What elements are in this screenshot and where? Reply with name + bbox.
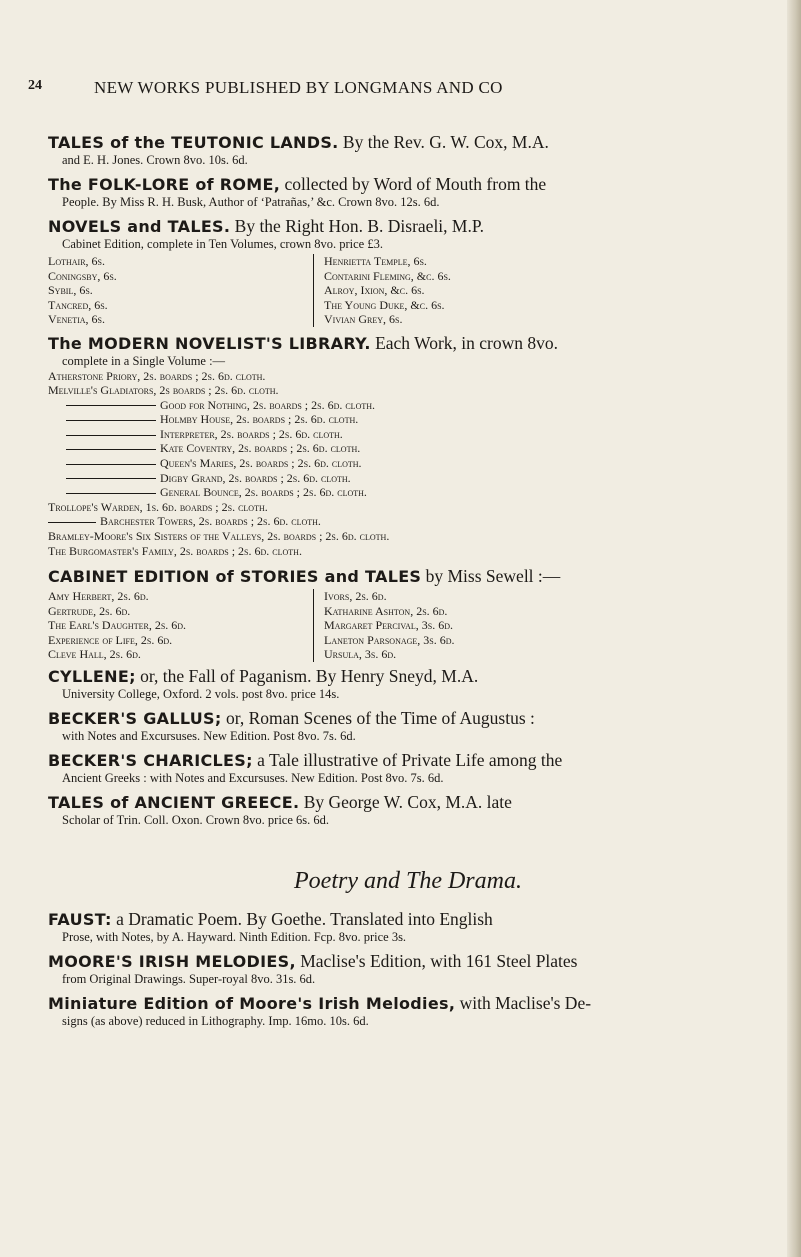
entry-title: BECKER'S CHARICLES;	[48, 750, 253, 770]
running-head	[28, 78, 768, 100]
entry-title: TALES of the TEUTONIC LANDS.	[48, 133, 339, 152]
list-item: Lothair, 6s.	[48, 254, 105, 268]
list-item: Henrietta Temple, 6s.	[324, 254, 427, 268]
list-item: Alroy, Ixion, &c. 6s.	[324, 283, 425, 297]
catalogue-content	[48, 132, 768, 1029]
list-item: The Burgomaster's Family, 2s. boards ; 2s. 6d. cloth.	[48, 543, 302, 558]
list-item: Ivors, 2s. 6d.	[324, 589, 387, 604]
sewell-columns	[48, 589, 768, 662]
entry-teutonic	[48, 132, 768, 168]
list-item: Katharine Ashton, 2s. 6d.	[324, 603, 448, 618]
entry-title: CABINET EDITION of STORIES and TALES	[48, 567, 422, 587]
running-title: NEW WORKS PUBLISHED BY LONGMANS AND CO	[94, 78, 503, 97]
ditto-rule	[66, 464, 156, 465]
entry-line2: from Original Drawings. Super-royal 8vo. 31s. 6d.	[62, 971, 316, 986]
entry-line2: University College, Oxford. 2 vols. post 8vo. price 14s.	[62, 686, 340, 701]
entry-line2: People. By Miss R. H. Busk, Author of ‘Patrañas,’ &c. Crown 8vo. 12s. 6d.	[62, 195, 440, 209]
page-edge	[787, 0, 801, 1257]
entry-moore-melodies	[48, 951, 768, 987]
list-item: The Earl's Daughter, 2s. 6d.	[48, 618, 187, 633]
list-item: Gertrude, 2s. 6d.	[48, 603, 131, 618]
list-item-row	[48, 485, 768, 500]
list-item: Atherstone Priory, 2s. boards ; 2s. 6d. cloth.	[48, 368, 266, 383]
entry-text: By the Right Hon. B. Disraeli, M.P.	[230, 216, 485, 236]
entry-line2: signs (as above) reduced in Lithography. Imp. 16mo. 10s. 6d.	[62, 1013, 369, 1028]
list-item: Ursula, 3s. 6d.	[324, 647, 397, 662]
entry-text: By the Rev. G. W. Cox, M.A.	[338, 132, 549, 152]
list-item-row	[48, 427, 768, 442]
list-item: Margaret Percival, 3s. 6d.	[324, 618, 453, 633]
entry-title: Miniature Edition of Moore's Irish Melodies,	[48, 993, 456, 1013]
list-item: Vivian Grey, 6s.	[324, 312, 403, 326]
list-item: Bramley-Moore's Six Sisters of the Valleys, 2s. boards ; 2s. 6d. cloth.	[48, 529, 390, 544]
novels-right-column	[313, 254, 451, 327]
list-item: Experience of Life, 2s. 6d.	[48, 632, 173, 647]
entry-cabinet-edition	[48, 566, 768, 662]
entry-gallus	[48, 708, 768, 744]
page-number: 24	[28, 78, 42, 93]
ditto-rule	[66, 420, 156, 421]
entry-title: FAUST:	[48, 909, 112, 929]
list-item: Holmby House, 2s. boards ; 2s. 6d. cloth.	[160, 412, 359, 427]
list-item-row	[48, 471, 768, 486]
list-item: Trollope's Warden, 1s. 6d. boards ; 2s. cloth.	[48, 499, 268, 514]
entry-novels	[48, 216, 768, 327]
entry-text: a Tale illustrative of Private Life among the	[252, 749, 563, 770]
entry-text: By George W. Cox, M.A. late	[299, 791, 512, 812]
ditto-rule	[66, 405, 156, 406]
entry-ancient-greece	[48, 792, 768, 828]
entry-title: NOVELS and TALES.	[48, 217, 231, 236]
list-item: Coningsby, 6s.	[48, 268, 117, 283]
ditto-rule	[66, 435, 156, 436]
entry-line2: complete in a Single Volume :—	[62, 353, 226, 368]
novels-left-column	[48, 254, 313, 327]
list-item-row	[48, 456, 768, 471]
entry-charicles	[48, 750, 768, 786]
entry-text: by Miss Sewell :—	[421, 566, 561, 587]
list-item-row	[48, 398, 768, 413]
list-item: The Young Duke, &c. 6s.	[324, 297, 445, 312]
entry-text: a Dramatic Poem. By Goethe. Translated into English	[111, 908, 493, 929]
list-item: Digby Grand, 2s. boards ; 2s. 6d. cloth.	[160, 470, 351, 485]
entry-line2: Prose, with Notes, by A. Hayward. Ninth Edition. Fcp. 8vo. price 3s.	[62, 929, 407, 944]
entry-miniature-edition	[48, 993, 768, 1029]
list-item: Kate Coventry, 2s. boards ; 2s. 6d. cloth.	[160, 441, 361, 456]
list-item: General Bounce, 2s. boards ; 2s. 6d. cloth.	[160, 485, 367, 500]
entry-title: CYLLENE;	[48, 666, 136, 686]
list-item-row	[48, 441, 768, 456]
library-list	[48, 369, 768, 559]
sewell-left-column	[48, 589, 313, 662]
list-item: Good for Nothing, 2s. boards ; 2s. 6d. cloth.	[160, 397, 376, 412]
entry-faust	[48, 909, 768, 945]
list-item-row	[48, 412, 768, 427]
entry-text: or, Roman Scenes of the Time of Augustus :	[221, 707, 535, 728]
entry-cyllene	[48, 666, 768, 702]
entry-line2: Ancient Greeks : with Notes and Excursuses. New Edition. Post 8vo. 7s. 6d.	[62, 770, 444, 785]
list-item: Interpreter, 2s. boards ; 2s. 6d. cloth.	[160, 426, 343, 441]
list-item: Queen's Maries, 2s. boards ; 2s. 6d. cloth.	[160, 456, 362, 471]
ditto-rule	[66, 493, 156, 494]
section-heading-poetry: Poetry and The Drama.	[294, 867, 522, 894]
entry-line2: with Notes and Excursuses. New Edition. Post 8vo. 7s. 6d.	[62, 728, 356, 743]
entry-line2: and E. H. Jones. Crown 8vo. 10s. 6d.	[62, 153, 248, 167]
ditto-rule	[66, 449, 156, 450]
entry-title: MOORE'S IRISH MELODIES,	[48, 951, 296, 971]
ditto-rule	[66, 478, 156, 479]
entry-text: Maclise's Edition, with 161 Steel Plates	[295, 950, 578, 971]
entry-line2: Scholar of Trin. Coll. Oxon. Crown 8vo. price 6s. 6d.	[62, 812, 330, 827]
list-item: Cleve Hall, 2s. 6d.	[48, 647, 141, 662]
entry-text: with Maclise's De-	[455, 992, 592, 1013]
list-item: Amy Herbert, 2s. 6d.	[48, 589, 149, 604]
ditto-rule	[48, 522, 96, 523]
list-item: Laneton Parsonage, 3s. 6d.	[324, 632, 455, 647]
entry-title: The MODERN NOVELIST'S LIBRARY.	[48, 333, 371, 353]
entry-title: The FOLK-LORE of ROME,	[48, 175, 281, 194]
list-item: Melville's Gladiators, 2s boards ; 2s. 6d. cloth.	[48, 383, 279, 398]
list-item: Sybil, 6s.	[48, 283, 93, 297]
entry-line2: Cabinet Edition, complete in Ten Volumes, crown 8vo. price £3.	[62, 237, 383, 251]
entry-title: TALES of ANCIENT GREECE.	[48, 792, 300, 812]
list-item: Venetia, 6s.	[48, 312, 105, 326]
sewell-right-column	[313, 589, 455, 662]
list-item: Barchester Towers, 2s. boards ; 2s. 6d. cloth.	[100, 514, 321, 529]
list-item: Tancred, 6s.	[48, 297, 108, 312]
list-item: Contarini Fleming, &c. 6s.	[324, 268, 451, 283]
entry-text: collected by Word of Mouth from the	[280, 174, 547, 194]
entry-text: or, the Fall of Paganism. By Henry Sneyd, M.A.	[135, 665, 479, 686]
entry-title: BECKER'S GALLUS;	[48, 708, 222, 728]
entry-text: Each Work, in crown 8vo.	[370, 332, 559, 353]
entry-modern-library	[48, 333, 768, 559]
novels-columns	[48, 254, 768, 327]
entry-folklore	[48, 174, 768, 210]
list-item-row	[48, 514, 768, 529]
